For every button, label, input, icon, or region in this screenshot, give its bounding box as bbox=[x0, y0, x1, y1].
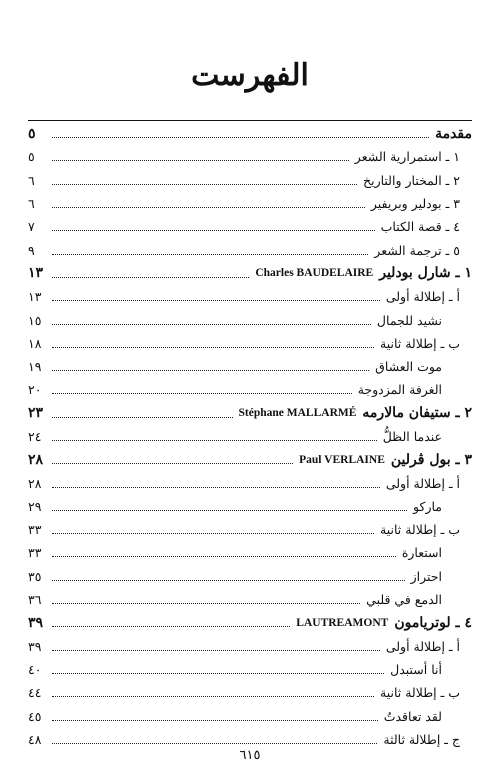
toc-entry bbox=[28, 588, 472, 611]
toc-entry-page: ٢٨ bbox=[28, 451, 44, 468]
dot-leader bbox=[52, 603, 360, 604]
toc-entry-arabic: الدمع في قلبي bbox=[366, 592, 442, 608]
toc-entry-arabic: ٣ ـ بول ڤرلين bbox=[390, 451, 472, 468]
dot-leader bbox=[52, 487, 380, 488]
toc-entry bbox=[28, 681, 472, 704]
toc-entry-arabic: ٤ ـ قصة الكتاب bbox=[380, 219, 460, 235]
dot-leader bbox=[52, 347, 374, 348]
toc-entry-title bbox=[363, 173, 460, 188]
toc-entry bbox=[28, 425, 472, 448]
toc-entry-arabic: مقدمة bbox=[435, 125, 472, 142]
dot-leader bbox=[52, 720, 378, 721]
toc-entry-title bbox=[386, 639, 460, 654]
toc-entry bbox=[28, 122, 472, 145]
toc-entry-page: ٤٤ bbox=[28, 685, 42, 701]
dot-leader bbox=[52, 230, 375, 231]
toc-entry bbox=[28, 145, 472, 168]
toc-entry bbox=[28, 262, 472, 285]
toc-entry-arabic: نشيد للجمال bbox=[376, 312, 442, 328]
toc-entry-page: ٦ bbox=[28, 196, 35, 212]
dot-leader bbox=[52, 137, 429, 138]
toc-entry-page: ٣٦ bbox=[28, 592, 42, 608]
page-title: الفهرست bbox=[191, 58, 309, 93]
toc-entry-title bbox=[296, 615, 472, 631]
toc-entry-title bbox=[383, 732, 460, 747]
toc-entry bbox=[28, 169, 472, 192]
toc-entry-page: ١٣ bbox=[28, 265, 44, 282]
toc-entry-title bbox=[384, 709, 442, 724]
toc-entry-title bbox=[390, 662, 442, 677]
toc-entry-title bbox=[380, 522, 460, 537]
dot-leader bbox=[52, 463, 293, 464]
toc-entry-title bbox=[411, 569, 442, 584]
toc-entry-title bbox=[435, 126, 472, 142]
toc-entry bbox=[28, 378, 472, 401]
toc-entry-page: ١٣ bbox=[28, 289, 42, 305]
toc-entry-arabic: لقد تعاقدتُ bbox=[383, 708, 442, 724]
dot-leader bbox=[52, 650, 380, 651]
toc-entry-title bbox=[413, 499, 442, 514]
toc-entry-latin-name: Stéphane MALLARMÉ bbox=[238, 407, 357, 420]
toc-entry-page: ٢٩ bbox=[28, 498, 42, 514]
toc-entry-title bbox=[366, 592, 442, 607]
toc-entry-title bbox=[380, 685, 460, 700]
dot-leader bbox=[52, 580, 405, 581]
toc-entry-arabic: أ ـ إطلالة أولى bbox=[385, 475, 460, 491]
toc-entry bbox=[28, 308, 472, 331]
toc-entry-arabic: ٤ ـ لوتريامون bbox=[394, 614, 472, 631]
toc-entry-arabic: ب ـ إطلالة ثانية bbox=[380, 335, 460, 351]
toc-entry-title bbox=[355, 149, 460, 164]
toc-entry-page: ٣٥ bbox=[28, 568, 42, 584]
toc-entry-arabic: ٢ ـ المختار والتاريخ bbox=[363, 172, 460, 188]
toc-entry bbox=[28, 215, 472, 238]
toc-entry-title bbox=[371, 196, 460, 211]
toc-entry bbox=[28, 355, 472, 378]
toc-entry-page: ٥ bbox=[28, 149, 35, 165]
toc-entry-title bbox=[299, 452, 472, 468]
toc-entry-arabic: الغرفة المزدوجة bbox=[357, 382, 442, 398]
toc-entry-latin-name: Charles BAUDELAIRE bbox=[255, 267, 374, 280]
toc-entry bbox=[28, 471, 472, 494]
toc-entry-page: ٢٠ bbox=[28, 382, 42, 398]
toc-entry-arabic: ماركو bbox=[413, 498, 442, 514]
dot-leader bbox=[52, 254, 368, 255]
toc-entry-arabic: ب ـ إطلالة ثانية bbox=[380, 522, 460, 538]
toc-entry bbox=[28, 448, 472, 471]
toc-entry-title bbox=[239, 405, 472, 421]
toc-entry bbox=[28, 192, 472, 215]
toc-entry-arabic: ٣ ـ بودلير وبريفير bbox=[370, 196, 460, 212]
toc-entry-arabic: أ ـ إطلالة أولى bbox=[385, 289, 460, 305]
toc-entry-page: ٦ bbox=[28, 172, 35, 188]
toc-entry-arabic: ج ـ إطلالة ثالثة bbox=[383, 731, 460, 747]
toc-entry-title bbox=[255, 265, 472, 281]
toc-entry-title bbox=[374, 243, 460, 258]
dot-leader bbox=[52, 440, 377, 441]
toc-entry-title bbox=[377, 313, 442, 328]
toc-entry-arabic: ١ ـ استمرارية الشعر bbox=[354, 149, 460, 165]
toc-entry bbox=[28, 565, 472, 588]
toc-entry-arabic: أ ـ إطلالة أولى bbox=[385, 638, 460, 654]
toc-entry-title bbox=[402, 545, 442, 560]
toc-entry-page: ١٩ bbox=[28, 359, 42, 375]
toc-entry bbox=[28, 611, 472, 634]
toc-entry bbox=[28, 402, 472, 425]
toc-entry-page: ٣٣ bbox=[28, 522, 42, 538]
toc-entry-page: ٣٩ bbox=[28, 614, 44, 631]
toc-entry-arabic: أنا أستبدل bbox=[390, 661, 442, 677]
toc-entry-title bbox=[386, 289, 460, 304]
toc-entry-page: ٤٠ bbox=[28, 661, 42, 677]
toc-entry-page: ٣٣ bbox=[28, 545, 42, 561]
dot-leader bbox=[52, 533, 374, 534]
toc-entry bbox=[28, 658, 472, 681]
title-rule bbox=[28, 120, 472, 121]
toc-entry-page: ٩ bbox=[28, 242, 35, 258]
dot-leader bbox=[52, 184, 357, 185]
dot-leader bbox=[52, 626, 290, 627]
dot-leader bbox=[52, 673, 384, 674]
toc-entry-page: ١٥ bbox=[28, 312, 42, 328]
toc-entry-arabic: ٥ ـ ترجمة الشعر bbox=[374, 242, 460, 258]
dot-leader bbox=[52, 370, 369, 371]
dot-leader bbox=[52, 556, 396, 557]
dot-leader bbox=[52, 417, 233, 418]
toc-entry-page: ٤٨ bbox=[28, 731, 42, 747]
dot-leader bbox=[52, 300, 380, 301]
toc-entry-arabic: استعارة bbox=[401, 545, 442, 561]
toc-entry bbox=[28, 238, 472, 261]
toc-entry-page: ٢٣ bbox=[28, 405, 44, 422]
toc-entry-title bbox=[386, 476, 460, 491]
toc-entry-arabic: ب ـ إطلالة ثانية bbox=[380, 685, 460, 701]
toc-entry bbox=[28, 704, 472, 727]
toc-entry bbox=[28, 332, 472, 355]
toc-entry-title bbox=[358, 382, 442, 397]
toc-entry-arabic: عندما الظلُّ bbox=[382, 429, 442, 444]
toc-entry-page: ٤٥ bbox=[28, 708, 42, 724]
dot-leader bbox=[52, 277, 249, 278]
table-of-contents bbox=[28, 122, 472, 751]
toc-entry bbox=[28, 635, 472, 658]
dot-leader bbox=[52, 743, 377, 744]
dot-leader bbox=[52, 393, 352, 394]
toc-entry-page: ٧ bbox=[28, 219, 35, 235]
dot-leader bbox=[52, 160, 349, 161]
toc-entry-arabic: احتراز bbox=[410, 568, 442, 584]
toc-entry-page: ١٨ bbox=[28, 335, 42, 351]
toc-entry-latin-name: Paul VERLAINE bbox=[299, 453, 385, 466]
toc-entry-page: ٢٤ bbox=[28, 429, 42, 444]
dot-leader bbox=[52, 207, 365, 208]
toc-entry-title bbox=[383, 429, 442, 444]
toc-entry bbox=[28, 541, 472, 564]
toc-entry bbox=[28, 495, 472, 518]
toc-entry bbox=[28, 518, 472, 541]
toc-entry-latin-name: LAUTREAMONT bbox=[296, 616, 389, 629]
toc-entry-title bbox=[380, 336, 460, 351]
toc-entry bbox=[28, 285, 472, 308]
toc-entry-title bbox=[381, 219, 460, 234]
toc-entry-page: ٣٩ bbox=[28, 638, 42, 654]
toc-entry-arabic: ١ ـ شارل بودلير bbox=[379, 265, 472, 282]
dot-leader bbox=[52, 324, 371, 325]
toc-entry-arabic: موت العشاق bbox=[375, 359, 442, 375]
toc-entry-arabic: ٢ ـ ستيفان مالارمه bbox=[362, 405, 472, 422]
page-number: ٦١٥ bbox=[239, 748, 261, 763]
toc-entry-title bbox=[375, 359, 442, 374]
dot-leader bbox=[52, 696, 374, 697]
toc-entry-page: ٢٨ bbox=[28, 475, 42, 491]
dot-leader bbox=[52, 510, 407, 511]
toc-entry-page: ٥ bbox=[28, 125, 36, 142]
